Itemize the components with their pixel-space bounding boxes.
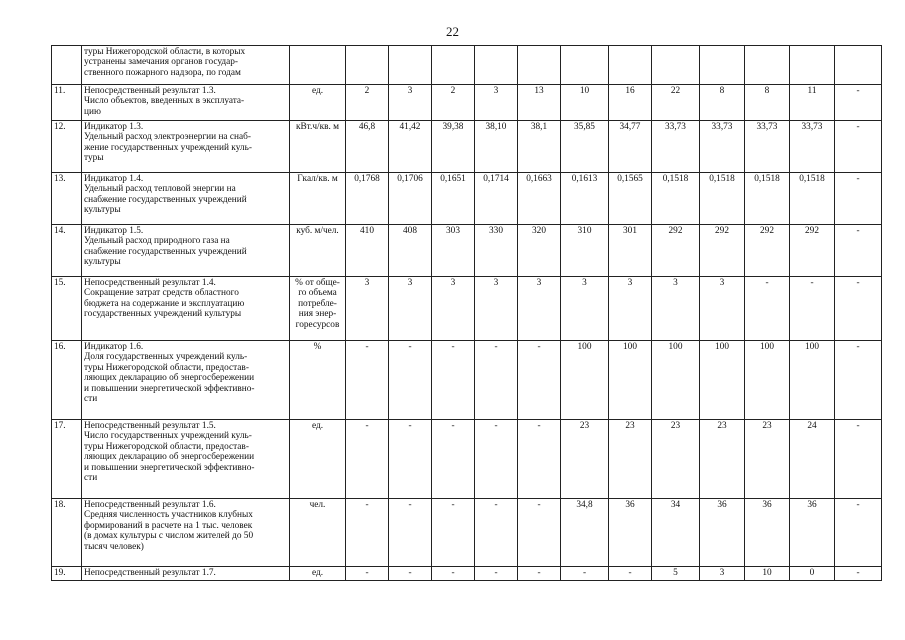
value-cell: 33,73: [745, 121, 790, 173]
description-line: Удельный расход тепловой энергии на: [84, 184, 236, 195]
indicators-table: [51, 45, 882, 581]
value-cell: -: [475, 341, 518, 420]
row-description: [82, 277, 290, 341]
description-line: устранены замечания органов государ-: [84, 57, 239, 68]
value-cell: 34: [652, 499, 700, 567]
row-description: [82, 567, 290, 581]
value-cell: -: [518, 341, 561, 420]
value-cell: 13: [518, 85, 561, 121]
value-cell: 36: [745, 499, 790, 567]
unit-line: %: [313, 342, 322, 352]
value-cell: 3: [609, 277, 652, 341]
value-cell: 11: [790, 85, 835, 121]
row-number: 14.: [52, 225, 82, 277]
table-row: [52, 85, 882, 121]
value-cell: 8: [700, 85, 745, 121]
description-line: (в домах культуры с числом жителей до 50: [84, 531, 254, 542]
description-line: ственного пожарного надзора, по годам: [84, 67, 241, 78]
value-cell: -: [346, 420, 389, 499]
description-line: Индикатор 1.4.: [84, 174, 144, 184]
value-cell: -: [835, 121, 882, 173]
row-description: [82, 341, 290, 420]
value-cell: 0,1651: [432, 173, 475, 225]
value-cell: -: [835, 499, 882, 567]
value-cell: [561, 46, 609, 85]
table-row: [52, 121, 882, 173]
description-line: Число объектов, введенных в эксплуата-: [84, 96, 245, 107]
unit-cell: [290, 567, 346, 581]
value-cell: 100: [609, 341, 652, 420]
row-description: [82, 121, 290, 173]
row-number: 11.: [52, 85, 82, 121]
unit-cell: [290, 46, 346, 85]
value-cell: 0,1706: [389, 173, 432, 225]
row-description: [82, 173, 290, 225]
value-cell: -: [835, 225, 882, 277]
value-cell: -: [432, 420, 475, 499]
description-line: тысяч человек): [84, 541, 144, 552]
value-cell: 100: [652, 341, 700, 420]
value-cell: 3: [389, 277, 432, 341]
value-cell: -: [389, 567, 432, 581]
value-cell: 36: [609, 499, 652, 567]
description-line: и повышении энергетической эффективно-: [84, 383, 255, 394]
value-cell: 100: [745, 341, 790, 420]
value-cell: 33,73: [652, 121, 700, 173]
value-cell: 301: [609, 225, 652, 277]
description-line: туры: [84, 153, 104, 164]
value-cell: [745, 46, 790, 85]
value-cell: 0,1518: [745, 173, 790, 225]
description-line: Индикатор 1.6.: [84, 342, 144, 352]
value-cell: 41,42: [389, 121, 432, 173]
value-cell: -: [835, 173, 882, 225]
description-line: и повышении энергетической эффективно-: [84, 462, 255, 473]
value-cell: [518, 46, 561, 85]
value-cell: [790, 46, 835, 85]
description-line: цию: [84, 106, 101, 117]
description-line: государственных учреждений культуры: [84, 309, 242, 320]
value-cell: -: [346, 341, 389, 420]
value-cell: -: [389, 499, 432, 567]
value-cell: 8: [745, 85, 790, 121]
value-cell: 408: [389, 225, 432, 277]
value-cell: 3: [700, 277, 745, 341]
value-cell: 38,1: [518, 121, 561, 173]
value-cell: -: [835, 277, 882, 341]
description-line: жение государственных учреждений куль-: [84, 142, 252, 153]
description-line: Индикатор 1.3.: [84, 122, 144, 132]
unit-line: % от обще-: [295, 278, 340, 288]
value-cell: 34,77: [609, 121, 652, 173]
value-cell: -: [835, 420, 882, 499]
value-cell: 3: [475, 85, 518, 121]
unit-line: ед.: [311, 86, 324, 96]
value-cell: -: [518, 420, 561, 499]
description-line: снабжение государственных учреждений: [84, 194, 247, 205]
value-cell: 410: [346, 225, 389, 277]
description-line: Удельный расход природного газа на: [84, 236, 230, 247]
description-line: Средняя численность участников клубных: [84, 510, 253, 521]
value-cell: 330: [475, 225, 518, 277]
value-cell: 33,73: [790, 121, 835, 173]
unit-line: го объема: [298, 288, 337, 299]
row-description: [82, 499, 290, 567]
description-line: бюджета на содержание и эксплуатацию: [84, 298, 245, 309]
value-cell: 0,1518: [790, 173, 835, 225]
value-cell: 3: [700, 567, 745, 581]
row-number: 19.: [52, 567, 82, 581]
description-line: Число государственных учреждений куль-: [84, 431, 252, 442]
unit-line: потребле-: [298, 298, 337, 309]
value-cell: -: [346, 567, 389, 581]
value-cell: 38,10: [475, 121, 518, 173]
value-cell: -: [518, 499, 561, 567]
value-cell: 292: [745, 225, 790, 277]
unit-cell: [290, 277, 346, 341]
value-cell: 46,8: [346, 121, 389, 173]
row-description: [82, 46, 290, 85]
description-line: Удельный расход электроэнергии на снаб-: [84, 132, 251, 143]
unit-line: ния энер-: [298, 309, 337, 320]
value-cell: 10: [745, 567, 790, 581]
value-cell: 16: [609, 85, 652, 121]
value-cell: 3: [346, 277, 389, 341]
value-cell: [652, 46, 700, 85]
unit-cell: [290, 225, 346, 277]
value-cell: 5: [652, 567, 700, 581]
value-cell: 35,85: [561, 121, 609, 173]
unit-line: кВт.ч/кв. м: [295, 122, 340, 132]
value-cell: 0,1663: [518, 173, 561, 225]
value-cell: -: [475, 567, 518, 581]
value-cell: 34,8: [561, 499, 609, 567]
value-cell: -: [745, 277, 790, 341]
value-cell: -: [790, 277, 835, 341]
value-cell: 100: [561, 341, 609, 420]
row-description: [82, 85, 290, 121]
value-cell: 23: [700, 420, 745, 499]
description-line: Непосредственный результат 1.3.: [84, 86, 216, 96]
value-cell: 3: [432, 277, 475, 341]
table-row: [52, 499, 882, 567]
value-cell: 33,73: [700, 121, 745, 173]
value-cell: 100: [700, 341, 745, 420]
value-cell: -: [389, 420, 432, 499]
value-cell: 23: [652, 420, 700, 499]
value-cell: 2: [432, 85, 475, 121]
description-line: культуры: [84, 257, 121, 268]
value-cell: 0,1518: [652, 173, 700, 225]
value-cell: 36: [790, 499, 835, 567]
unit-line: чел.: [309, 500, 326, 510]
value-cell: 24: [790, 420, 835, 499]
table-row: [52, 225, 882, 277]
unit-line: горесурсов: [295, 319, 340, 330]
description-line: формирований в расчете на 1 тыс. человек: [84, 520, 253, 531]
table-row: [52, 46, 882, 85]
description-line: Сокращение затрат средств областного: [84, 288, 239, 299]
value-cell: -: [518, 567, 561, 581]
value-cell: 310: [561, 225, 609, 277]
table-row: [52, 341, 882, 420]
page-number: 22: [446, 24, 459, 39]
description-line: сти: [84, 394, 98, 405]
value-cell: -: [835, 85, 882, 121]
value-cell: [432, 46, 475, 85]
description-line: ляющих декларацию об энергосбережении: [84, 452, 255, 463]
value-cell: 0,1565: [609, 173, 652, 225]
value-cell: 0: [790, 567, 835, 581]
table-row: [52, 420, 882, 499]
value-cell: -: [609, 567, 652, 581]
value-cell: [475, 46, 518, 85]
value-cell: 3: [475, 277, 518, 341]
value-cell: 2: [346, 85, 389, 121]
value-cell: 320: [518, 225, 561, 277]
description-line: Непосредственный результат 1.7.: [84, 568, 216, 578]
value-cell: -: [561, 567, 609, 581]
value-cell: 23: [745, 420, 790, 499]
description-line: туры Нижегородской области, предостав-: [84, 441, 249, 452]
value-cell: 100: [790, 341, 835, 420]
value-cell: 3: [652, 277, 700, 341]
unit-cell: [290, 341, 346, 420]
value-cell: -: [432, 567, 475, 581]
description-line: сти: [84, 473, 98, 484]
value-cell: 0,1613: [561, 173, 609, 225]
value-cell: -: [475, 420, 518, 499]
row-number: [52, 46, 82, 85]
value-cell: 292: [700, 225, 745, 277]
unit-cell: [290, 85, 346, 121]
description-line: Доля государственных учреждений куль-: [84, 352, 248, 363]
unit-line: ед.: [311, 421, 324, 431]
value-cell: [346, 46, 389, 85]
value-cell: 22: [652, 85, 700, 121]
value-cell: 3: [518, 277, 561, 341]
unit-cell: [290, 499, 346, 567]
unit-line: ед.: [311, 568, 324, 578]
value-cell: 303: [432, 225, 475, 277]
value-cell: -: [432, 341, 475, 420]
description-line: Индикатор 1.5.: [84, 226, 144, 236]
unit-cell: [290, 173, 346, 225]
description-line: туры Нижегородской области, предостав-: [84, 362, 249, 373]
description-line: культуры: [84, 205, 121, 216]
value-cell: 3: [389, 85, 432, 121]
description-line: Непосредственный результат 1.5.: [84, 421, 216, 431]
value-cell: 3: [561, 277, 609, 341]
row-description: [82, 225, 290, 277]
unit-line: Гкал/кв. м: [297, 174, 338, 184]
value-cell: -: [835, 341, 882, 420]
row-number: 16.: [52, 341, 82, 420]
description-line: туры Нижегородской области, в которых: [84, 47, 246, 57]
table-row: [52, 567, 882, 581]
row-number: 15.: [52, 277, 82, 341]
value-cell: [835, 46, 882, 85]
value-cell: 39,38: [432, 121, 475, 173]
value-cell: -: [346, 499, 389, 567]
description-line: снабжение государственных учреждений: [84, 246, 247, 257]
value-cell: 292: [652, 225, 700, 277]
unit-line: куб. м/чел.: [296, 226, 339, 236]
value-cell: -: [432, 499, 475, 567]
value-cell: [389, 46, 432, 85]
unit-cell: [290, 121, 346, 173]
value-cell: -: [389, 341, 432, 420]
table-row: [52, 277, 882, 341]
value-cell: -: [475, 499, 518, 567]
value-cell: 0,1768: [346, 173, 389, 225]
value-cell: 0,1518: [700, 173, 745, 225]
value-cell: -: [835, 567, 882, 581]
value-cell: 10: [561, 85, 609, 121]
description-line: Непосредственный результат 1.4.: [84, 278, 216, 288]
value-cell: 0,1714: [475, 173, 518, 225]
row-number: 17.: [52, 420, 82, 499]
value-cell: 23: [561, 420, 609, 499]
value-cell: 36: [700, 499, 745, 567]
row-number: 18.: [52, 499, 82, 567]
description-line: ляющих декларацию об энергосбережении: [84, 373, 255, 384]
unit-cell: [290, 420, 346, 499]
description-line: Непосредственный результат 1.6.: [84, 500, 216, 510]
value-cell: 292: [790, 225, 835, 277]
row-number: 13.: [52, 173, 82, 225]
row-number: 12.: [52, 121, 82, 173]
value-cell: [609, 46, 652, 85]
value-cell: [700, 46, 745, 85]
row-description: [82, 420, 290, 499]
value-cell: 23: [609, 420, 652, 499]
table-row: [52, 173, 882, 225]
